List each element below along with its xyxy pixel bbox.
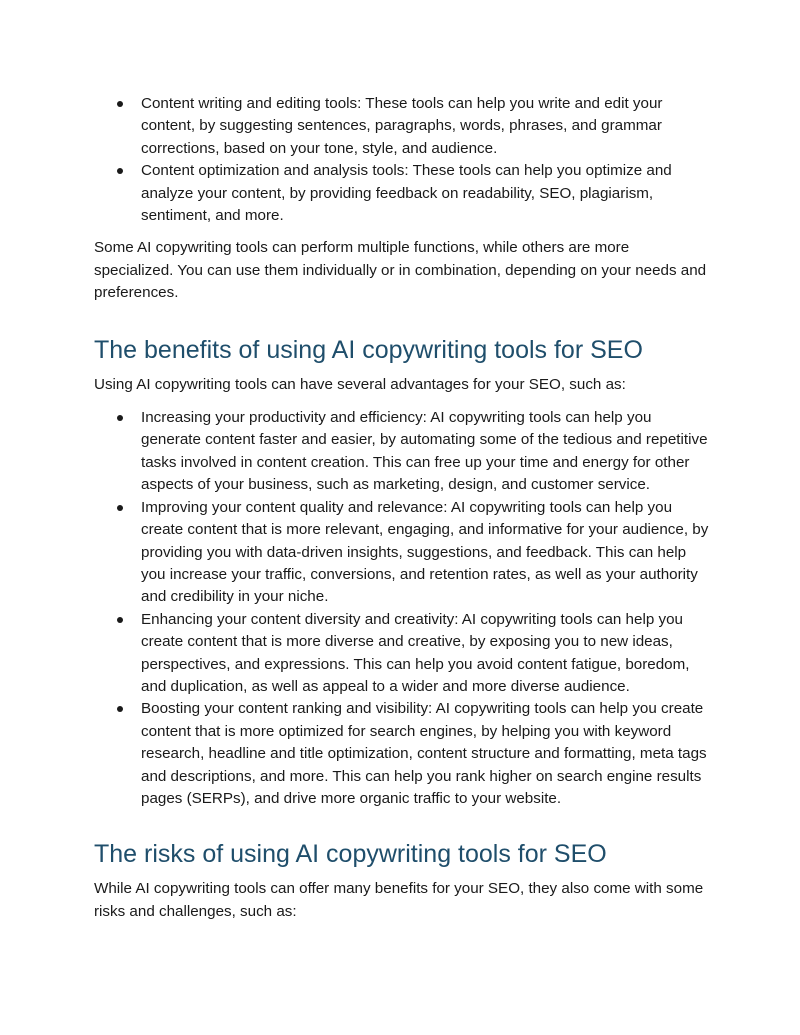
bullet-icon [117, 415, 123, 421]
benefits-heading: The benefits of using AI copywriting tools for SEO [94, 335, 643, 364]
intro-bullet-list [94, 93, 710, 227]
list-item [141, 160, 710, 227]
bullet-icon [117, 168, 123, 174]
bullet-text: Content optimization and analysis tools: These tools can help you optimize and analyze your content, by providing feedback on readability, SEO, plagiarism, sentiment, and more. [141, 162, 672, 225]
bullet-icon [117, 505, 123, 511]
intro-paragraph: Some AI copywriting tools can perform multiple functions, while others are more specialized. You can use them individually or in combination, depending on your needs and preferences. [94, 239, 707, 302]
list-item [141, 497, 710, 609]
benefits-lead-paragraph: Using AI copywriting tools can have several advantages for your SEO, such as: [94, 375, 626, 393]
list-item [141, 93, 710, 160]
risks-lead-paragraph: While AI copywriting tools can offer many benefits for your SEO, they also come with some risks and challenges, such as: [94, 880, 704, 920]
bullet-text: Boosting your content ranking and visibility: AI copywriting tools can help you create content that is more optimized for search engines, by helping you with keyword research, headline and title optimization, content structure and formatting, meta tags and descriptions, and more. This can help you rank higher on search engine results pages (SERPs), and drive more organic traffic to your website. [141, 700, 707, 807]
bullet-icon [117, 617, 123, 623]
list-item [141, 407, 710, 497]
bullet-text: Increasing your productivity and efficiency: AI copywriting tools can help you generate content faster and easier, by automating some of the tedious and repetitive tasks involved in content creation. This can free up your time and energy for other aspects of your business, such as marketing, design, and customer service. [141, 409, 708, 494]
bullet-text: Improving your content quality and relevance: AI copywriting tools can help you create content that is more relevant, engaging, and informative for your audience, by providing you with data-driven insights, suggestions, and feedback. This can help you increase your traffic, conversions, and retention rates, as well as your authority and credibility in your niche. [141, 498, 709, 606]
bullet-text: Enhancing your content diversity and creativity: AI copywriting tools can help you create content that is more diverse and creative, by exposing you to new ideas, perspectives, and expressions. This can help you avoid content fatigue, boredom, and duplication, as well as appeal to a wider and more diverse audience. [141, 610, 690, 695]
bullet-icon [117, 101, 123, 107]
bullet-icon [117, 706, 123, 712]
benefits-bullet-list [94, 407, 710, 810]
list-item [141, 698, 710, 810]
risks-heading: The risks of using AI copywriting tools for SEO [94, 840, 607, 869]
list-item [141, 609, 710, 699]
document-page [94, 93, 710, 923]
bullet-text: Content writing and editing tools: These tools can help you write and edit your content, by suggesting sentences, paragraphs, words, phrases, and grammar corrections, based on your tone, style, and audience. [141, 95, 663, 157]
